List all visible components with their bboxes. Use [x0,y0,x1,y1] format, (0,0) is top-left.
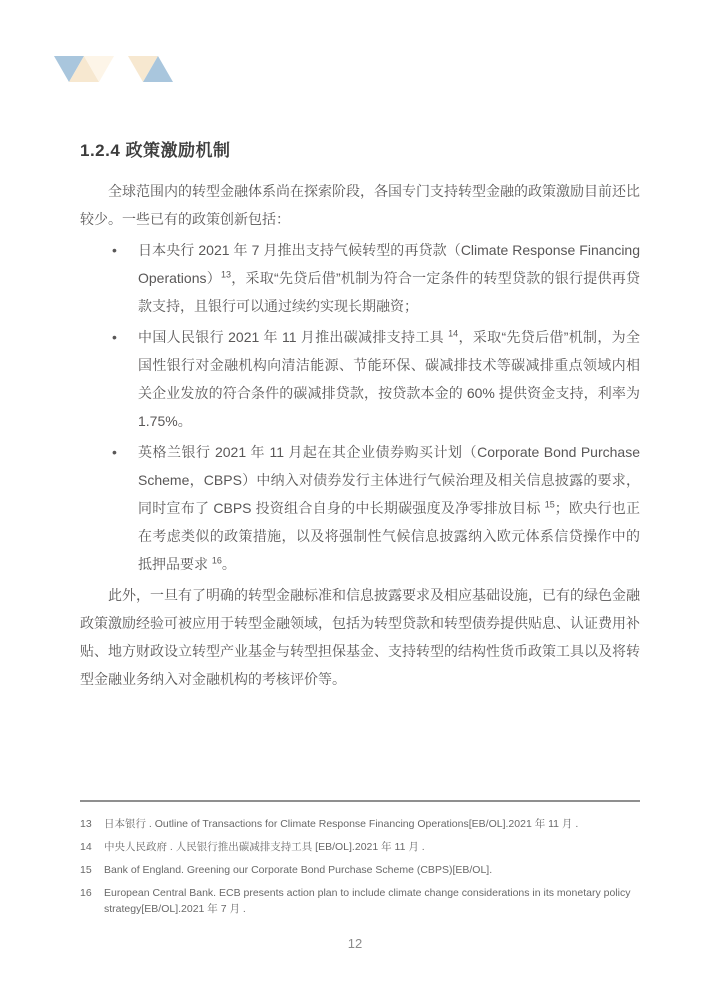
list-item-pboc [112,323,640,435]
footnote-text: Bank of England. Greening our Corporate Bond Purchase Scheme (CBPS)[EB/OL]. [104,864,493,876]
list-item-text: 日本央行 2021 年 7 月推出支持气候转型的再贷款（Climate Response Financing Operations） [138,242,640,286]
list-item-text: 中国人民银行 2021 年 11 月推出碳减排支持工具 [138,329,449,345]
list-item-japan-boj [112,236,640,320]
intro-paragraph: 全球范围内的转型金融体系尚在探索阶段，各国专门支持转型金融的政策激励目前还比较少。一些已有的政策创新包括： [80,183,640,227]
footnote-divider [80,800,640,802]
footnote-item [80,885,640,917]
footnote-text: 中央人民政府 . 人民银行推出碳减排支持工具 [EB/OL].2021 年 11 月 . [104,841,425,853]
page-number: 12 [347,936,363,951]
footnote-number: 15 [80,864,92,876]
closing-paragraph: 此外，一旦有了明确的转型金融标准和信息披露要求及相应基础设施，已有的绿色金融政策激励经验可被应用于转型金融领域，包括为转型贷款和转型债券提供贴息、认证费用补贴、地方财政设立转型产业基金与转型担保基金、支持转型的结构性货币政策工具以及将转型金融业务纳入对金融机构的考核评价等。 [80,587,640,687]
main-content [80,136,640,693]
bullet-icon: • [112,329,117,345]
footnote-ref-14: 14 [448,328,459,339]
footnote-item [80,816,640,832]
footnote-number: 14 [80,841,92,853]
bullet-icon: • [112,444,117,460]
bullet-icon: • [112,242,117,258]
list-item-text: ，采取“先贷后借”机制为符合一定条件的转型贷款的银行提供再贷款支持，且银行可以通过续约实现长期融资； [138,270,640,314]
footnote-text: 日本银行 . Outline of Transactions for Climate Response Financing Operations[EB/OL].2021 年 11 月 . [104,818,579,830]
footnote-number: 13 [80,818,92,830]
list-item-text: 英格兰银行 2021 年 11 月起在其企业债券购买计划（Corporate Bond Purchase Scheme，CBPS）中纳入对债券发行主体进行气候治理及相关信息披露的要求，同时宣布了 CBPS 投资组合自身的中长期碳强度及净零排放目标 [138,444,640,516]
policy-list [80,236,640,578]
footnote-ref-16: 16 [211,555,222,566]
footnote-ref-15: 15 [544,499,555,510]
brand-logo [54,55,174,85]
list-item-boe-ecb [112,438,641,578]
footnote-item [80,862,640,878]
section-heading: 1.2.4 政策激励机制 [80,141,231,160]
list-item-text: ，采取“先贷后借”机制，为全国性银行对金融机构向清洁能源、节能环保、碳减排技术等碳减排重点领域内相关企业发放的符合条件的碳减排贷款，按贷款本金的 60% 提供资金支持，利率为 1.75%。 [138,329,640,429]
footnote-item [80,839,640,855]
footnote-block [80,800,640,924]
list-item-text: ；欧央行也正在考虑类似的政策措施，以及将强制性气候信息披露纳入欧元体系信贷操作中的抵押品要求 [138,500,641,572]
list-item-text: 。 [221,556,236,572]
footnote-ref-13: 13 [221,269,232,280]
footnote-text: European Central Bank. ECB presents action plan to include climate change considerations in its monetary policy strategy[EB/OL].2021 年 7 月 . [104,887,631,915]
footnote-number: 16 [80,887,92,899]
